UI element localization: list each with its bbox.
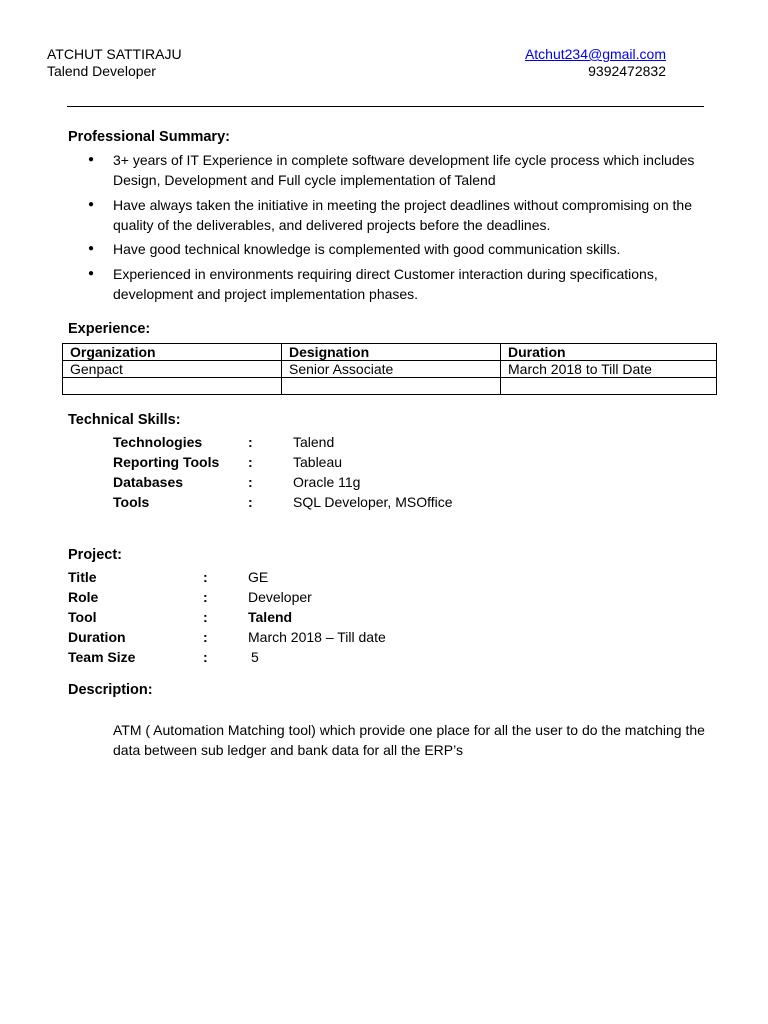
project-value: March 2018 – Till date — [248, 629, 386, 645]
phone-number: 9392472832 — [588, 63, 666, 79]
project-value: Developer — [248, 589, 312, 605]
column-header-designation: Designation — [282, 344, 501, 361]
description-text: ATM ( Automation Matching tool) which provide one place for all the user to do the matching the data between sub ledger and bank data for all the ERP’s — [113, 722, 705, 758]
table-cell — [501, 378, 717, 395]
table-cell: Senior Associate — [282, 361, 501, 378]
project-label: Duration — [68, 629, 126, 645]
project-value: 5 — [251, 649, 259, 665]
table-cell: Genpact — [63, 361, 282, 378]
skill-separator: : — [248, 434, 253, 450]
skills-heading: Technical Skills: — [68, 412, 181, 428]
project-label: Title — [68, 569, 97, 585]
table-cell — [282, 378, 501, 395]
table-cell: March 2018 to Till Date — [501, 361, 717, 378]
project-value: Talend — [248, 609, 293, 625]
summary-item: ● Experienced in environments requiring direct Customer interaction during specifications, development and project implementation phases. — [88, 264, 698, 304]
header-divider — [67, 106, 704, 107]
experience-table — [62, 343, 717, 395]
skill-label: Tools — [113, 494, 150, 510]
table-cell — [63, 378, 282, 395]
skill-value: Oracle 11g — [293, 474, 361, 490]
project-separator: : — [203, 629, 208, 645]
table-row — [63, 378, 717, 395]
project-separator: : — [203, 589, 208, 605]
candidate-name: ATCHUT SATTIRAJU — [47, 46, 182, 62]
skill-separator: : — [248, 474, 253, 490]
skill-value: Talend — [293, 434, 335, 450]
email-link[interactable]: Atchut234@gmail.com — [524, 46, 666, 62]
skill-value: Tableau — [293, 454, 343, 470]
project-label: Role — [68, 589, 99, 605]
skill-value: SQL Developer, MSOffice — [293, 494, 453, 510]
skill-separator: : — [248, 454, 253, 470]
experience-heading: Experience: — [68, 321, 151, 337]
table-row — [63, 361, 717, 378]
project-heading: Project: — [68, 547, 122, 563]
skill-separator: : — [248, 494, 253, 510]
summary-heading: Professional Summary: — [68, 129, 230, 145]
project-label: Tool — [68, 609, 97, 625]
summary-item: ● Have good technical knowledge is complemented with good communication skills. — [88, 239, 698, 259]
summary-item: ● 3+ years of IT Experience in complete software development life cycle process which includes Design, Development and Full cycle implementation of Talend — [88, 150, 698, 190]
summary-item: ● Have always taken the initiative in meeting the project deadlines without compromising on the quality of the deliverables, and delivered projects before the deadlines. — [88, 195, 698, 235]
candidate-role: Talend Developer — [47, 63, 156, 79]
project-value: GE — [248, 569, 269, 585]
description-heading: Description: — [68, 682, 153, 698]
table-header-row — [63, 344, 717, 361]
project-separator: : — [203, 649, 208, 665]
project-separator: : — [203, 569, 208, 585]
column-header-organization: Organization — [63, 344, 282, 361]
column-header-duration: Duration — [501, 344, 717, 361]
skill-label: Databases — [113, 474, 184, 490]
skill-label: Technologies — [113, 434, 203, 450]
skill-label: Reporting Tools — [113, 454, 220, 470]
project-label: Team Size — [68, 649, 136, 665]
summary-list — [88, 150, 698, 308]
project-separator: : — [203, 609, 208, 625]
